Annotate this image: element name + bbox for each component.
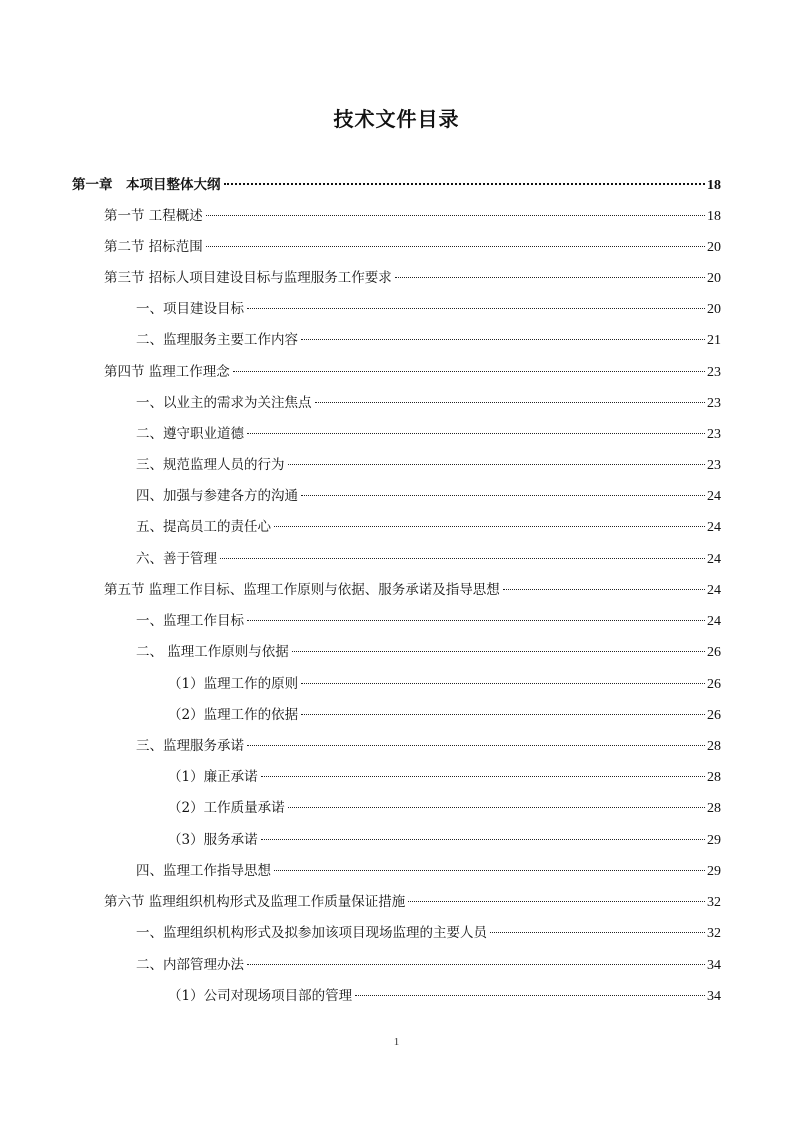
toc-entry[interactable] [136, 455, 721, 475]
toc-dot-leader [301, 683, 705, 684]
toc-dot-leader [247, 308, 705, 309]
toc-dot-leader [247, 433, 705, 434]
toc-dot-leader [261, 776, 705, 777]
toc-entry-label: 五、提高员工的责任心 [136, 519, 271, 535]
toc-entry[interactable] [104, 892, 721, 912]
toc-entry-label: （3）服务承诺 [168, 832, 258, 848]
toc-entry[interactable] [136, 549, 721, 569]
toc-entry-label: 第六节 监理组织机构形式及监理工作质量保证措施 [104, 894, 406, 910]
toc-entry-page: 26 [707, 645, 721, 660]
toc-entry-label: 第三节 招标人项目建设目标与监理服务工作要求 [104, 270, 392, 286]
toc-entry-label: 一、监理工作目标 [136, 613, 244, 629]
toc-dot-leader [301, 714, 705, 715]
toc-entry-page: 24 [707, 520, 721, 535]
toc-entry-label: （2）工作质量承诺 [168, 800, 285, 816]
toc-entry-label: 二、监理服务主要工作内容 [136, 332, 298, 348]
toc-entry-page: 20 [707, 302, 721, 317]
toc-entry[interactable] [136, 486, 721, 506]
toc-entry[interactable] [168, 705, 721, 725]
toc-entry-label: 一、项目建设目标 [136, 301, 244, 317]
toc-entry-page: 34 [707, 989, 721, 1004]
toc-entry[interactable] [136, 517, 721, 537]
toc-entry-page: 34 [707, 958, 721, 973]
toc-entry-label: 二、 监理工作原则与依据 [136, 644, 289, 660]
toc-entry-label: （1）监理工作的原则 [168, 676, 299, 692]
toc-dot-leader [220, 558, 705, 559]
toc-entry-page: 23 [707, 396, 721, 411]
toc-entry-label: 三、规范监理人员的行为 [136, 457, 285, 473]
toc-entry[interactable] [136, 611, 721, 631]
toc-entry-chapter-1[interactable] [72, 175, 721, 195]
toc-entry-page: 26 [707, 677, 721, 692]
toc-entry-page: 26 [707, 708, 721, 723]
toc-dot-leader [490, 932, 705, 933]
toc-entry[interactable] [136, 424, 721, 444]
toc-entry-page: 29 [707, 864, 721, 879]
toc-entry-label: 一、以业主的需求为关注焦点 [136, 395, 312, 411]
toc-dot-leader [261, 839, 705, 840]
toc-dot-leader [247, 964, 705, 965]
toc-entry[interactable] [168, 986, 721, 1006]
toc-entry-label: 四、监理工作指导思想 [136, 863, 271, 879]
toc-entry[interactable] [104, 580, 721, 600]
toc-entry-label: 第四节 监理工作理念 [104, 364, 230, 380]
toc-entry[interactable] [136, 736, 721, 756]
page-title: 技术文件目录 [333, 107, 460, 131]
toc-entry-label: （1）公司对现场项目部的管理 [168, 988, 353, 1004]
toc-dot-leader [408, 901, 705, 902]
toc-entry-page: 32 [707, 895, 721, 910]
toc-entry-page: 18 [707, 209, 721, 224]
toc-dot-leader [224, 183, 706, 185]
toc-entry-page: 28 [707, 801, 721, 816]
toc-entry[interactable] [104, 268, 721, 288]
toc-entry-label: 第五节 监理工作目标、监理工作原则与依据、服务承诺及指导思想 [104, 582, 500, 598]
toc-dot-leader [274, 870, 705, 871]
toc-entry-label: 第二节 招标范围 [104, 239, 203, 255]
toc-entry-page: 20 [707, 271, 721, 286]
toc-entry-page: 23 [707, 427, 721, 442]
toc-entry-page: 24 [707, 489, 721, 504]
toc-dot-leader [301, 495, 705, 496]
toc-entry-label: 第一节 工程概述 [104, 208, 203, 224]
toc-entry-page: 28 [707, 770, 721, 785]
toc-entry-page: 24 [707, 552, 721, 567]
toc-entry-label: 二、内部管理办法 [136, 957, 244, 973]
toc-dot-leader [355, 995, 705, 996]
toc-entry-page: 21 [707, 333, 721, 348]
toc-entry-label: 六、善于管理 [136, 551, 217, 567]
toc-dot-leader [503, 589, 705, 590]
toc-entry-page: 24 [707, 614, 721, 629]
toc-entry-page: 18 [707, 178, 721, 193]
toc-dot-leader [206, 246, 705, 247]
toc-dot-leader [315, 402, 706, 403]
toc-dot-leader [206, 215, 705, 216]
toc-entry-page: 23 [707, 365, 721, 380]
toc-entry-label: 一、监理组织机构形式及拟参加该项目现场监理的主要人员 [136, 925, 487, 941]
page-number: 1 [393, 1036, 400, 1048]
toc-entry[interactable] [168, 798, 721, 818]
toc-entry-label: （2）监理工作的依据 [168, 707, 299, 723]
toc-entry[interactable] [136, 299, 721, 319]
toc-dot-leader [288, 464, 706, 465]
toc-entry[interactable] [136, 393, 721, 413]
toc-dot-leader [274, 526, 705, 527]
toc-dot-leader [292, 651, 705, 652]
toc-entry[interactable] [136, 642, 721, 662]
toc-entry[interactable] [136, 330, 721, 350]
toc-entry[interactable] [136, 923, 721, 943]
toc-entry-label: 三、监理服务承诺 [136, 738, 244, 754]
toc-entry-label: 二、遵守职业道德 [136, 426, 244, 442]
toc-dot-leader [288, 807, 705, 808]
toc-entry[interactable] [168, 767, 721, 787]
toc-dot-leader [301, 339, 705, 340]
toc-entry-page: 24 [707, 583, 721, 598]
toc-entry-label: 四、加强与参建各方的沟通 [136, 488, 298, 504]
toc-entry-page: 23 [707, 458, 721, 473]
toc-entry-label: （1）廉正承诺 [168, 769, 258, 785]
toc-entry[interactable] [168, 674, 721, 694]
toc-entry-page: 28 [707, 739, 721, 754]
toc-dot-leader [247, 745, 705, 746]
toc-entry[interactable] [168, 830, 721, 850]
toc-entry-label: 第一章 本项目整体大纲 [72, 177, 221, 193]
toc-dot-leader [233, 371, 705, 372]
toc-entry-page: 29 [707, 833, 721, 848]
toc-entry[interactable] [136, 955, 721, 975]
toc-dot-leader [247, 620, 705, 621]
toc-dot-leader [395, 277, 705, 278]
toc-entry-page: 32 [707, 926, 721, 941]
toc-entry[interactable] [104, 237, 721, 257]
toc-entry[interactable] [136, 861, 721, 881]
toc-entry[interactable] [104, 206, 721, 226]
toc-entry-page: 20 [707, 240, 721, 255]
toc-entry[interactable] [104, 362, 721, 382]
